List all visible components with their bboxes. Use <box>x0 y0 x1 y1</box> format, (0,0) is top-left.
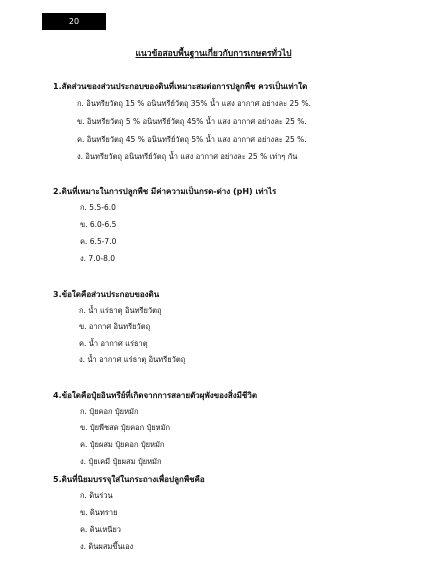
q2-option-c: ค. 6.5-7.0 <box>80 237 117 246</box>
q3-option-a: ก. น้ำ แร่ธาตุ อินทรียวัตถุ <box>79 306 162 315</box>
q5-option-a: ก. ดินร่วน <box>80 491 113 500</box>
question-2: 2.ดินที่เหมาะในการปลูกพืช มีค่าความเป็นกรด-ด่าง (pH) เท่าไร <box>53 187 277 196</box>
q3-option-d: ง. น้ำ อากาศ แร่ธาตุ อินทรียวัตถุ <box>79 355 186 364</box>
q4-option-d: ง. ปุ๋ยเคมี ปุ๋ยผสม ปุ๋ยหมัก <box>80 457 162 466</box>
q4-option-b: ข. ปุ๋ยพืชสด ปุ๋ยคอก ปุ๋ยหมัก <box>80 423 171 432</box>
q5-option-c: ค. ดินเหนียว <box>80 525 122 534</box>
q4-option-c: ค. ปุ๋ยผสม ปุ๋ยคอก ปุ๋ยหมัก <box>80 440 165 449</box>
q2-option-d: ง. 7.0-8.0 <box>80 254 115 263</box>
q4-option-a: ก. ปุ๋ยคอก ปุ๋ยหมัก <box>80 407 139 416</box>
q3-option-b: ข. อากาศ อินทรียวัตถุ <box>79 322 151 331</box>
q1-option-d: ง. อินทรียวัตถุ อนินทรีย์วัตถุ น้ำ แสง อากาศ อย่างละ 25 % เท่าๆ กัน <box>77 152 298 161</box>
q5-option-b: ข. ดินทราย <box>80 508 118 517</box>
q5-option-d: ง. ดินผสมขึ้นเอง <box>80 542 134 551</box>
q2-option-b: ข. 6.0-6.5 <box>80 220 117 229</box>
q1-option-b: ข. อินทรียวัตถุ 5 % อนินทรีย์วัตถุ 45% น้ำ แสง อากาศ อย่างละ 25 %. <box>77 117 307 126</box>
question-5: 5.ดินที่นิยมบรรจุใส่ในกระถางเพื่อปลูกพืชคือ <box>53 475 205 484</box>
question-1: 1.สัดส่วนของส่วนประกอบของดินที่เหมาะสมต่อการปลูกพืช ควรเป็นเท่าใด <box>53 82 308 91</box>
q2-option-a: ก. 5.5-6.0 <box>80 203 116 212</box>
q3-option-c: ค. น้ำ อากาศ แร่ธาตุ <box>79 339 148 348</box>
question-4: 4.ข้อใดคือปุ๋ยอินทรีย์ที่เกิดจากการสลายตัวผุพังของสิ่งมีชีวิต <box>53 391 258 400</box>
question-3: 3.ข้อใดคือส่วนประกอบของดิน <box>53 290 160 299</box>
q1-option-a: ก. อินทรียวัตถุ 15 % อนินทรีย์วัตถุ 35% น้ำ แสง อากาศ อย่างละ 25 %. <box>77 99 311 108</box>
page-number-badge: 20 <box>42 13 106 30</box>
q1-option-c: ค. อินทรียวัตถุ 45 % อนินทรีย์วัตถุ 5% น้ำ แสง อากาศ อย่างละ 25 %. <box>77 135 307 144</box>
document-title: แนวข้อสอบพื้นฐานเกี่ยวกับการเกษตรทั่วไป <box>135 49 292 59</box>
